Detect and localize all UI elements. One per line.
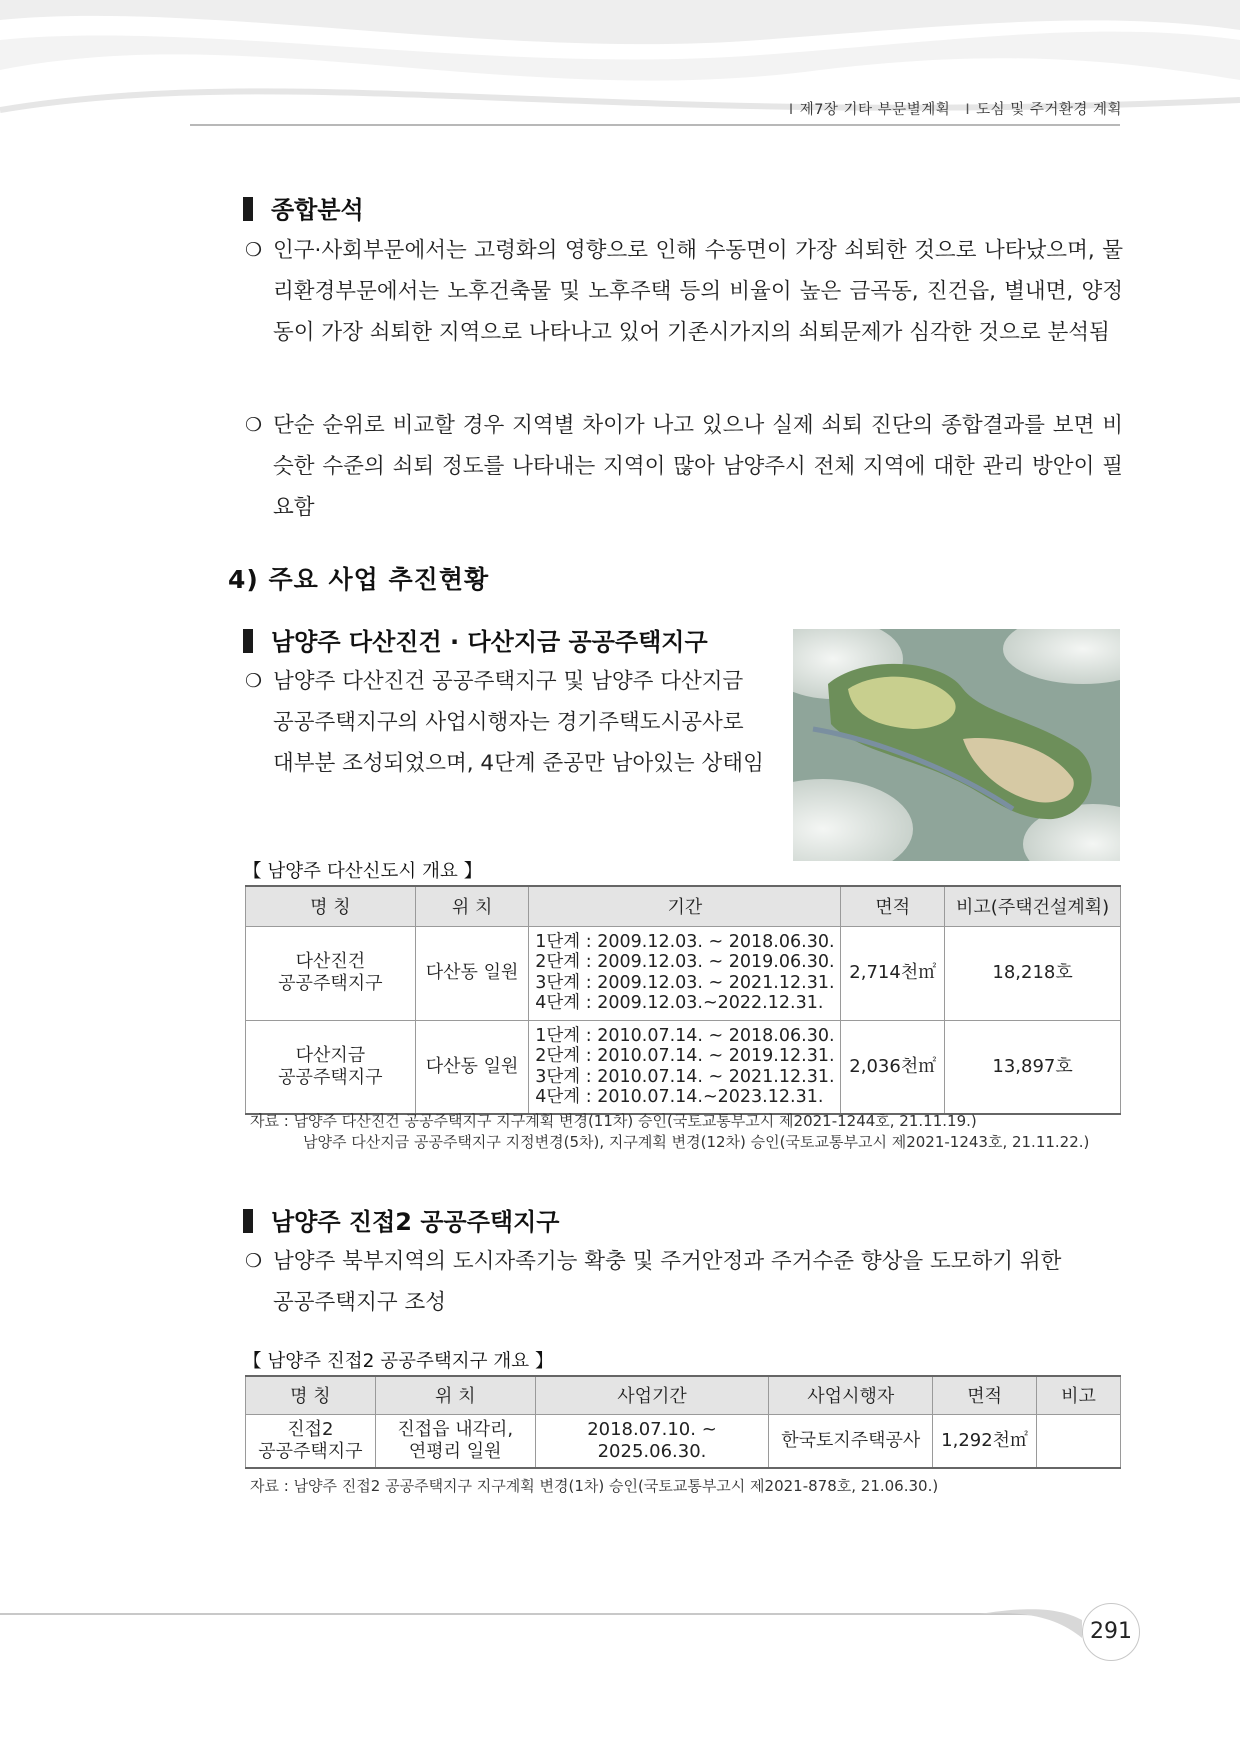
breadcrumb-chapter: 제7장 기타 부문별계획	[799, 102, 951, 118]
heading-bar-icon	[243, 197, 253, 221]
operator-cell: 한국토지주택공사	[769, 1414, 933, 1468]
table-row	[246, 1414, 1121, 1468]
column-header: 명 칭	[246, 1376, 376, 1414]
area-cell: 1,292천㎡	[933, 1414, 1037, 1468]
column-header: 기간	[529, 886, 841, 926]
jinjeop-heading: 남양주 진접2 공공주택지구	[243, 1202, 559, 1237]
jinjeop-source-line: 자료 : 남양주 진접2 공공주택지구 지구계획 변경(1차) 승인(국토교통부고시 제2021-878호, 21.06.30.)	[250, 1477, 939, 1495]
header-divider	[190, 124, 1120, 126]
heading-bar-icon	[243, 629, 253, 653]
breadcrumb-section: 도심 및 주거환경 계획	[976, 102, 1122, 118]
location-cell: 진접읍 내각리, 연평리 일원	[375, 1414, 535, 1468]
overall-bullet-1	[245, 230, 1123, 353]
district-name-cell: 진접2 공공주택지구	[246, 1414, 376, 1468]
period-cell: 1단계 : 2010.07.14. ~ 2018.06.30. 2단계 : 2010.07.14. ~ 2019.12.31. 3단계 : 2010.07.14. ~ 2021.12.31. 4단계 : 2010.07.14.~2023.12.31.	[529, 1020, 841, 1114]
column-header: 면적	[933, 1376, 1037, 1414]
dasan-bullet: ❍ 남양주 다산진건 공공주택지구 및 남양주 다산지금 공공주택지구의 사업시행자는 경기주택도시공사로 대부분 조성되었으며, 4단계 준공만 남아있는 상태임	[245, 661, 785, 784]
column-header: 명 칭	[246, 886, 416, 926]
jinjeop-table-caption: 【 남양주 진접2 공공주택지구 개요 】	[243, 1351, 554, 1372]
overall-bullet-2	[245, 405, 1123, 528]
table-row	[246, 1020, 1121, 1114]
dasan-source-line-1: 자료 : 남양주 다산진건 공공주택지구 지구계획 변경(11차) 승인(국토교통부고시 제2021-1244호, 21.11.19.)	[250, 1112, 977, 1130]
table-header-row	[246, 1376, 1121, 1414]
table-row	[246, 926, 1121, 1020]
note-cell: 13,897호	[945, 1020, 1121, 1114]
district-name-cell: 다산진건 공공주택지구	[246, 926, 416, 1020]
circle-bullet-icon: ❍	[245, 1250, 263, 1272]
jinjeop-bullet	[245, 1241, 1085, 1323]
table-header-row	[246, 886, 1121, 926]
heading-bar-icon	[243, 1209, 253, 1233]
dasan-source-line-2: 남양주 다산지금 공공주택지구 지정변경(5차), 지구계획 변경(12차) 승인(국토교통부고시 제2021-1243호, 21.11.22.)	[303, 1133, 1090, 1151]
major-projects-title: 4) 주요 사업 추진현황	[228, 565, 490, 594]
area-cell: 2,714천㎡	[841, 926, 945, 1020]
column-header: 위 치	[375, 1376, 535, 1414]
location-cell: 다산동 일원	[415, 1020, 529, 1114]
circle-bullet-icon: ❍	[245, 414, 263, 436]
circle-bullet-icon: ❍	[245, 239, 263, 261]
note-cell: 18,218호	[945, 926, 1121, 1020]
footer-swoosh-decoration	[0, 1590, 1240, 1670]
bullet-text: 단순 순위로 비교할 경우 지역별 차이가 나고 있으나 실제 쇠퇴 진단의 종합결과를 보면 비슷한 수준의 쇠퇴 정도를 나타내는 지역이 많아 남양주시 전체 지역에 대한 관리 방안이 필요함	[273, 413, 1123, 520]
jinjeop-overview-table	[245, 1375, 1121, 1469]
overall-analysis-heading: 종합분석	[243, 190, 364, 225]
column-header: 면적	[841, 886, 945, 926]
dasan-heading: 남양주 다산진건 · 다산지금 공공주택지구	[243, 622, 708, 657]
bullet-text: 인구·사회부문에서는 고령화의 영향으로 인해 수동면이 가장 쇠퇴한 것으로 나타났으며, 물리환경부문에서는 노후건축물 및 노후주택 등의 비율이 높은 금곡동, 진건읍, 별내면, 양정동이 가장 쇠퇴한 지역으로 나타나고 있어 기존시가지의 쇠퇴문제가 심각한 것으로 분석됨	[273, 238, 1123, 345]
dasan-table-caption: 【 남양주 다산신도시 개요 】	[243, 861, 483, 882]
location-cell: 다산동 일원	[415, 926, 529, 1020]
dasan-aerial-photo	[793, 629, 1120, 861]
note-cell	[1037, 1414, 1121, 1468]
period-cell: 2018.07.10. ~ 2025.06.30.	[535, 1414, 769, 1468]
bullet-text: 남양주 북부지역의 도시자족기능 확충 및 주거안정과 주거수준 향상을 도모하기 위한 공공주택지구 조성	[273, 1249, 1062, 1315]
column-header: 비고	[1037, 1376, 1121, 1414]
column-header: 비고(주택건설계획)	[945, 886, 1121, 926]
column-header: 위 치	[415, 886, 529, 926]
column-header: 사업기간	[535, 1376, 769, 1414]
header-swoosh-decoration	[0, 0, 1240, 140]
page-number: 291	[1082, 1603, 1140, 1661]
circle-bullet-icon: ❍	[245, 670, 263, 692]
column-header: 사업시행자	[769, 1376, 933, 1414]
district-name-cell: 다산지금 공공주택지구	[246, 1020, 416, 1114]
dasan-overview-table	[245, 885, 1121, 1115]
header-breadcrumb: I 제7장 기타 부문별계획 I 도심 및 주거환경 계획	[788, 102, 1122, 118]
period-cell: 1단계 : 2009.12.03. ~ 2018.06.30. 2단계 : 2009.12.03. ~ 2019.06.30. 3단계 : 2009.12.03. ~ 2021.12.31. 4단계 : 2009.12.03.~2022.12.31.	[529, 926, 841, 1020]
area-cell: 2,036천㎡	[841, 1020, 945, 1114]
